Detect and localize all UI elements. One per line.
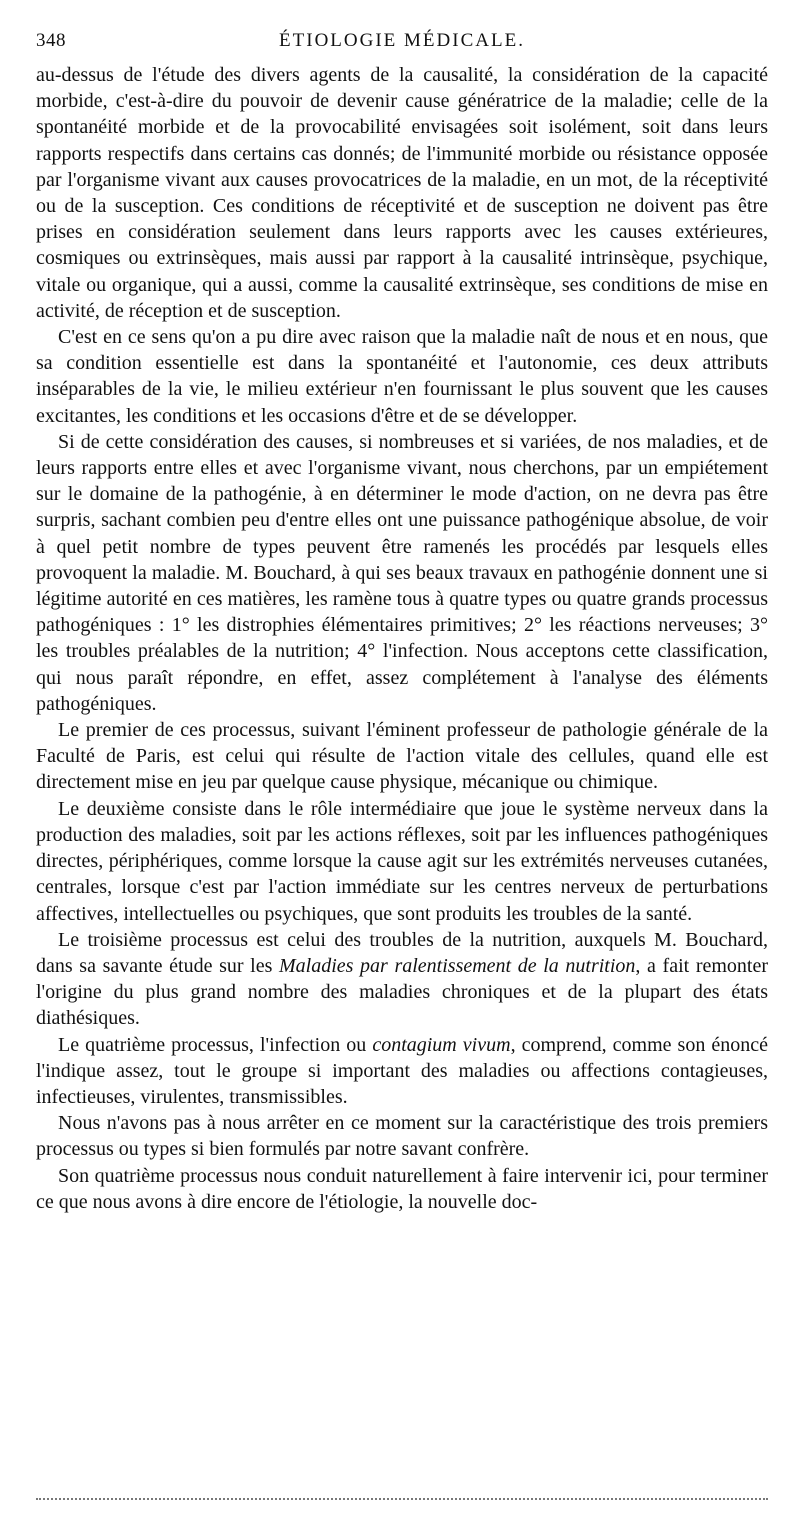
paragraph-3: Si de cette considération des causes, si nombreuses et si variées, de nos maladies, et de leurs rapports entre elles et avec l'organisme vivant, nous cherchons, par un empiétement sur le domaine de la pathogénie, à en déterminer le mode d'action, on ne devra pas être surpris, sachant combien peu d'entre elles ont une puissance pathogénique absolue, de voir à quel petit nombre de types peuvent être ramenés les procédés par lesquels elles provoquent la maladie. M. Bouchard, à qui ses beaux travaux en pathogénie donnent une si légitime autorité en ces matières, les ramène tous à quatre types ou quatre grands processus pathogéniques : 1° les distrophies élémentaires primitives; 2° les réactions nerveuses; 3° les troubles préalables de la nutrition; 4° l'infection. Nous acceptons cette classification, qui nous paraît répondre, en effet, assez complétement à l'analyse des éléments pathogéniques. <box>36 430 768 715</box>
paragraph-5: Le deuxième consiste dans le rôle intermédiaire que joue le système nerveux dans la production des maladies, soit par les actions réflexes, soit par les influences pathogéniques directes, périphériques, comme lorsque la cause agit sur les extrémités nerveuses cutanées, centrales, lorsque c'est par l'action immédiate sur les centres nerveux de perturbations affectives, intellectuelles ou psychiques, que sont produits les troubles de la santé. <box>36 797 768 925</box>
paragraph-6-text-start: Le troisième processus est celui des troubles de la nutrition, auxquels M. Bouchard, dans sa savante étude sur les <box>36 928 768 977</box>
footer-dotted-rule <box>36 1498 768 1500</box>
paragraph-6 <box>36 927 768 1032</box>
page-number: 348 <box>36 30 66 51</box>
paragraph-8: Nous n'avons pas à nous arrêter en ce moment sur la caractéristique des trois premiers processus ou types si bien formulés par notre savant confrère. <box>36 1112 768 1161</box>
running-head: ÉTIOLOGIE MÉDICALE. <box>279 30 525 51</box>
book-title-italic: Maladies par ralentissement de la nutrition <box>279 954 636 977</box>
paragraph-1: au-dessus de l'étude des divers agents de la causalité, la considération de la capacité morbide, c'est-à-dire du pouvoir de devenir cause génératrice de la maladie; celle de la spontanéité morbide et de la provocabilité envisagées soit isolément, soit dans leurs rapports respectifs dans certains cas donnés; de l'immunité morbide ou résistance opposée par l'organisme vivant aux causes provocatrices de la maladie, en un mot, de la réceptivité ou de la susception. Ces conditions de réceptivité et de susception ne doivent pas être prises en considération seulement dans leurs rapports avec les causes extérieures, cosmiques ou extrinsèques, mais aussi par rapport à la causalité intrinsèque, psychique, vitale ou organique, qui a aussi, comme la causalité extrinsèque, ses conditions de mise en activité, de réception et de susception. <box>36 64 768 322</box>
paragraph-7-text-end: , comprend, comme son énoncé l'indique assez, tout le groupe si important des maladies ou affections contagieuses, infectieuses, virulentes, transmissibles. <box>36 1033 769 1108</box>
paragraph-6-text-end: , a fait remonter l'origine du plus grand nombre des maladies chroniques et de la plupart des états diathésiques. <box>36 954 769 1030</box>
paragraph-9: Son quatrième processus nous conduit naturellement à faire intervenir ici, pour terminer ce que nous avons à dire encore de l'étiologie, la nouvelle doc- <box>36 1164 768 1213</box>
body-text <box>36 62 768 1215</box>
paragraph-4: Le premier de ces processus, suivant l'éminent professeur de pathologie générale de la Faculté de Paris, est celui qui résulte de l'action vitale des cellules, quand elle est directement mise en jeu par quelque cause physique, mécanique ou chimique. <box>36 719 768 794</box>
paragraph-7-text-start: Le quatrième processus, l'infection ou <box>58 1033 373 1056</box>
page-header <box>36 30 768 62</box>
paragraph-7 <box>36 1032 768 1111</box>
latin-term-italic: contagium vivum <box>372 1033 511 1056</box>
paragraph-2: C'est en ce sens qu'on a pu dire avec raison que la maladie naît de nous et en nous, que sa condition essentielle est dans la spontanéité et l'autonomie, ces deux attributs inséparables de la vie, le milieu extérieur n'en fournissant le plus souvent que les causes excitantes, les conditions et les occasions d'être et de se développer. <box>36 326 768 427</box>
